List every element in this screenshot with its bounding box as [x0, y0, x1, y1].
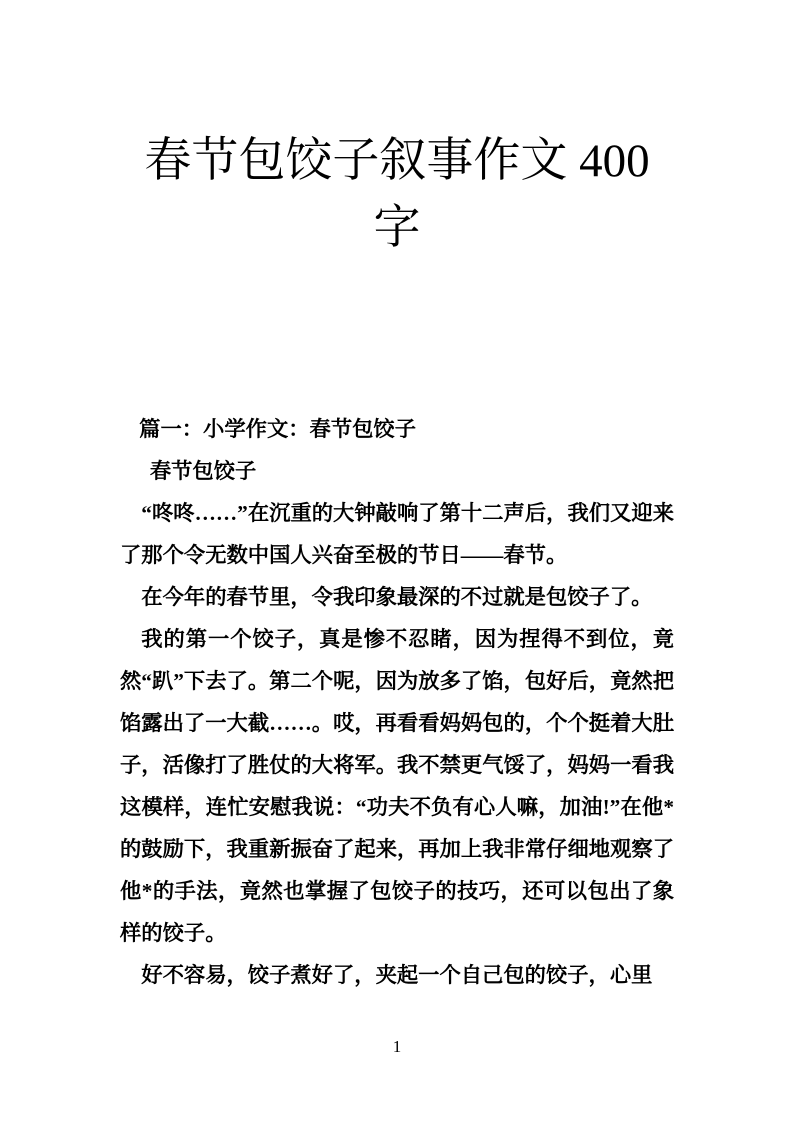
document-title	[0, 0, 794, 262]
paragraph-1: “咚咚……”在沉重的大钟敲响了第十二声后，我们又迎来了那个令无数中国人兴奋至极的节日——春节。	[120, 501, 674, 567]
paragraph-4: 好不容易，饺子煮好了，夹起一个自己包的饺子，心里	[141, 963, 653, 987]
section-heading: 篇一：小学作文：春节包饺子	[139, 417, 417, 441]
document-body	[120, 408, 674, 996]
paragraph-2: 在今年的春节里，令我印象最深的不过就是包饺子了。	[141, 585, 653, 609]
document-title-line1: 春节包饺子叙事作文 400	[144, 135, 650, 187]
document-title-line2: 字	[373, 202, 421, 254]
page-number: 1	[392, 1037, 402, 1056]
paragraph-3: 我的第一个饺子，真是惨不忍睹，因为捏得不到位，竟然“趴”下去了。第二个呢，因为放多了馅，包好后，竟然把馅露出了一大截……。哎，再看看妈妈包的，个个挺着大肚子，活像打了胜仗的大将军。我不禁更气馁了，妈妈一看我这模样，连忙安慰我说：“功夫不负有心人嘛，加油!”在他*的鼓励下，我重新振奋了起来，再加上我非常仔细地观察了他*的手法，竟然也掌握了包饺子的技巧，还可以包出了象样的饺子。	[120, 627, 674, 945]
essay-title: 春节包饺子	[149, 459, 257, 483]
